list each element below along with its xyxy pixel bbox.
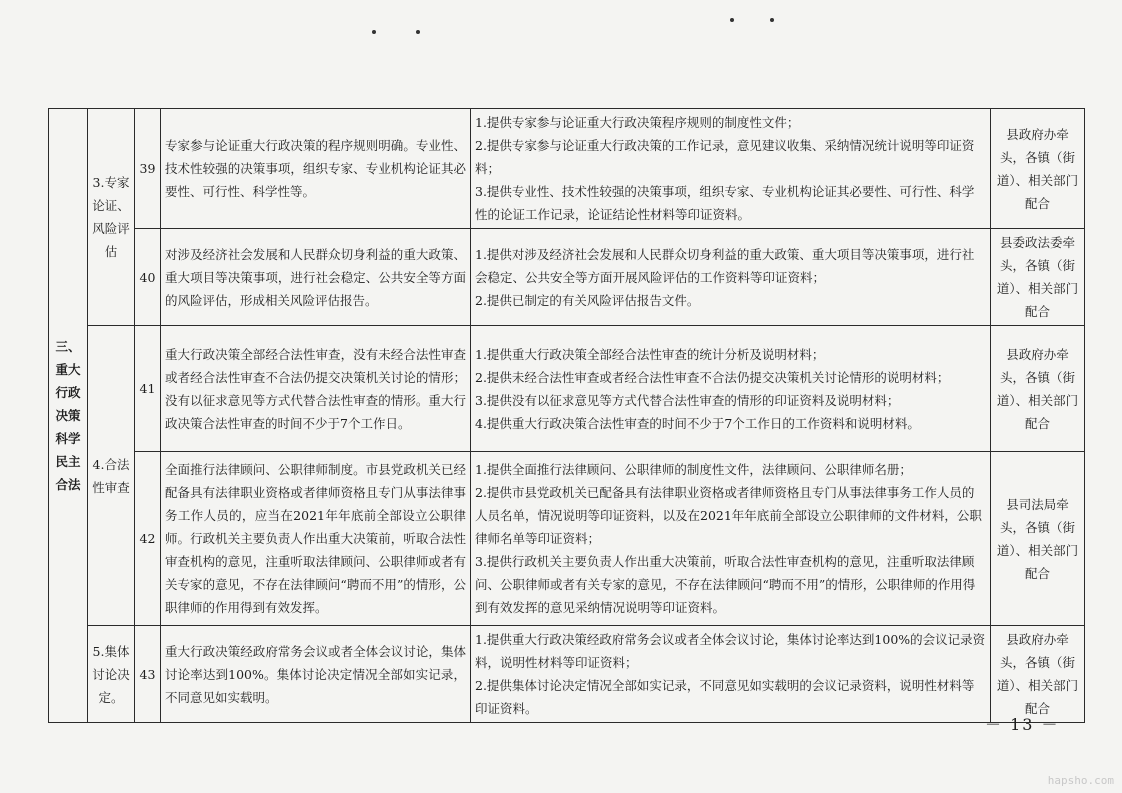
page-number: － 13 － bbox=[985, 715, 1060, 734]
item-number: 40 bbox=[135, 229, 161, 326]
evidence-line: 2.提供市县党政机关已配备具有法律职业资格或者律师资格且专门从事法律事务工作人员的人员名单，情况说明等印证资料，以及在2021年年底前全部设立公职律师的文件材料，公职律师名单等印证资料； bbox=[475, 485, 982, 546]
evidence-line: 1.提供专家参与论证重大行政决策程序规则的制度性文件； bbox=[475, 115, 800, 130]
evidence-line: 1.提供全面推行法律顾问、公职律师的制度性文件，法律顾问、公职律师名册； bbox=[475, 462, 912, 477]
evidence-line: 4.提供重大行政决策合法性审查的时间不少于7个工作日的工作资料和说明材料。 bbox=[475, 415, 920, 431]
item-content: 对涉及经济社会发展和人民群众切身利益的重大政策、重大项目等决策事项，进行社会稳定、公共安全等方面的风险评估，形成相关风险评估报告。 bbox=[161, 229, 471, 326]
responsible-unit: 县政府办牵头，各镇（街道）、相关部门配合 bbox=[991, 626, 1085, 723]
scan-dot bbox=[416, 30, 420, 34]
scan-dot bbox=[372, 30, 376, 34]
table-row bbox=[49, 326, 1085, 452]
responsible-unit: 县委政法委牵头，各镇（街道）、相关部门配合 bbox=[991, 229, 1085, 326]
watermark-text: hapsho.com bbox=[1047, 774, 1114, 787]
category-cell: 三、重大行政决策科学民主合法 bbox=[49, 109, 88, 723]
evaluation-table bbox=[48, 108, 1085, 723]
scan-dot bbox=[730, 18, 734, 22]
item-evidence bbox=[471, 452, 991, 626]
table-row bbox=[49, 452, 1085, 626]
item-number: 39 bbox=[135, 109, 161, 229]
item-number: 43 bbox=[135, 626, 161, 723]
subcategory-cell: 3.专家论证、风险评估 bbox=[88, 109, 135, 326]
evidence-line: 1.提供重大行政决策全部经合法性审查的统计分析及说明材料； bbox=[475, 346, 825, 362]
evidence-line: 2.提供未经合法性审查或者经合法性审查不合法仍提交决策机关讨论情形的说明材料； bbox=[475, 369, 950, 385]
table-row bbox=[49, 229, 1085, 326]
item-content: 全面推行法律顾问、公职律师制度。市县党政机关已经配备具有法律职业资格或者律师资格且专门从事法律事务工作人员的，应当在2021年年底前全部设立公职律师。行政机关主要负责人作出重大决策前，听取合法性审查机构的意见，注重听取法律顾问、公职律师或者有关专家的意见，不存在法律顾问“聘而不用”的情形，公职律师的作用得到有效发挥。 bbox=[161, 452, 471, 626]
subcategory-cell: 4.合法性审查 bbox=[88, 326, 135, 626]
evidence-line: 2.提供专家参与论证重大行政决策的工作记录，意见建议收集、采纳情况统计说明等印证资料； bbox=[475, 138, 975, 176]
responsible-unit: 县司法局牵头，各镇（街道）、相关部门配合 bbox=[991, 452, 1085, 626]
item-number: 42 bbox=[135, 452, 161, 626]
evidence-line: 3.提供专业性、技术性较强的决策事项，组织专家、专业机构论证其必要性、可行性、科学性的论证工作记录，论证结论性材料等印证资料。 bbox=[475, 184, 975, 222]
item-number: 41 bbox=[135, 326, 161, 452]
item-content: 重大行政决策经政府常务会议或者全体会议讨论，集体讨论率达到100%。集体讨论决定情况全部如实记录，不同意见如实载明。 bbox=[161, 626, 471, 723]
table-row bbox=[49, 109, 1085, 229]
item-evidence bbox=[471, 326, 991, 452]
responsible-unit: 县政府办牵头，各镇（街道）、相关部门配合 bbox=[991, 326, 1085, 452]
scan-dot bbox=[770, 18, 774, 22]
evidence-line: 2.提供已制定的有关风险评估报告文件。 bbox=[475, 292, 700, 308]
table-row bbox=[49, 626, 1085, 723]
item-content: 专家参与论证重大行政决策的程序规则明确。专业性、技术性较强的决策事项，组织专家、专业机构论证其必要性、可行性、科学性等。 bbox=[161, 109, 471, 229]
evidence-line: 1.提供重大行政决策经政府常务会议或者全体会议讨论，集体讨论率达到100%的会议记录资料，说明性材料等印证资料； bbox=[475, 632, 986, 670]
evidence-line: 3.提供没有以征求意见等方式代替合法性审查的情形的印证资料及说明材料； bbox=[475, 392, 900, 408]
item-evidence bbox=[471, 626, 991, 723]
item-evidence bbox=[471, 229, 991, 326]
subcategory-cell: 5.集体讨论决定。 bbox=[88, 626, 135, 723]
item-evidence bbox=[471, 109, 991, 229]
evidence-line: 3.提供行政机关主要负责人作出重大决策前，听取合法性审查机构的意见，注重听取法律顾问、公职律师或者有关专家的意见，不存在法律顾问“聘而不用”的情形，公职律师的作用得到有效发挥的意见采纳情况说明等印证资料。 bbox=[475, 554, 976, 615]
item-content: 重大行政决策全部经合法性审查，没有未经合法性审查或者经合法性审查不合法仍提交决策机关讨论的情形；没有以征求意见等方式代替合法性审查的情形。重大行政决策合法性审查的时间不少于7个工作日。 bbox=[161, 326, 471, 452]
responsible-unit: 县政府办牵头，各镇（街道）、相关部门配合 bbox=[991, 109, 1085, 229]
evidence-line: 1.提供对涉及经济社会发展和人民群众切身利益的重大政策、重大项目等决策事项，进行社会稳定、公共安全等方面开展风险评估的工作资料等印证资料； bbox=[475, 246, 975, 285]
evidence-line: 2.提供集体讨论决定情况全部如实记录，不同意见如实载明的会议记录资料，说明性材料等印证资料。 bbox=[475, 678, 975, 716]
